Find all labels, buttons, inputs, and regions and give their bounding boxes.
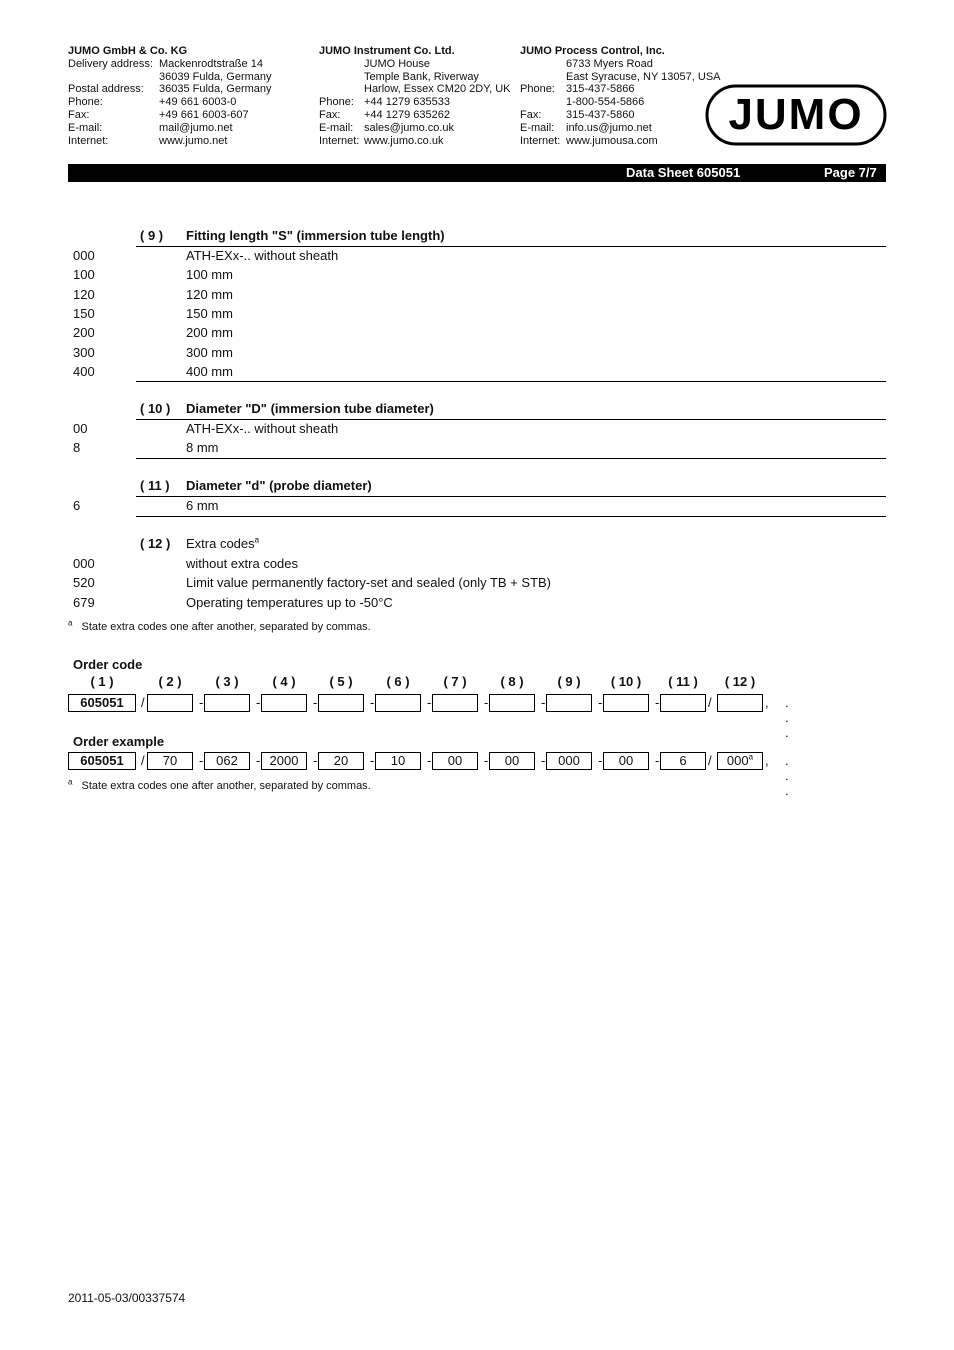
option-description: 400 mm — [186, 363, 233, 379]
order-example-field — [546, 752, 592, 770]
order-example-field — [489, 752, 535, 770]
order-example-value: 000 — [558, 753, 580, 768]
address-label: Fax: — [319, 108, 341, 121]
order-code-base-value: 605051 — [80, 695, 124, 710]
address-value: +44 1279 635262 — [364, 108, 450, 121]
datasheet-bar — [68, 164, 886, 182]
order-code-column-number: ( 12 ) — [724, 674, 756, 689]
footnote-text: State extra codes one after another, separated by commas. — [81, 780, 371, 792]
order-code-ellipsis: . . . — [785, 753, 789, 798]
option-code: 520 — [73, 575, 95, 591]
section-title-text: Diameter "d" (probe diameter) — [186, 478, 372, 493]
order-code-column-number: ( 3 ) — [215, 674, 239, 689]
order-example-value: 00 — [618, 753, 634, 768]
option-description: 8 mm — [186, 440, 219, 456]
address-label — [319, 83, 364, 96]
order-example-value: 10 — [390, 753, 406, 768]
order-example-field — [261, 752, 307, 770]
section-title-text: Extra codes — [186, 536, 255, 551]
address-row — [520, 83, 721, 96]
section-header-rule — [136, 419, 886, 420]
section-end-rule — [136, 516, 886, 517]
option-description: without extra codes — [186, 556, 299, 571]
order-code-separator: - — [313, 753, 318, 768]
address-value: info.us@jumo.net — [566, 121, 652, 134]
order-example-value: 00 — [447, 753, 463, 768]
address-row — [319, 122, 511, 135]
address-row — [68, 96, 272, 109]
address-label — [520, 71, 566, 84]
option-description: 100 mm — [186, 267, 233, 283]
order-code-ellipsis: . . . — [785, 695, 789, 740]
order-example-field — [603, 752, 649, 770]
address-label — [520, 96, 566, 109]
order-example-field — [204, 752, 250, 770]
section-header-rule — [136, 496, 886, 497]
address-row — [520, 71, 721, 84]
order-code-column-number: ( 4 ) — [272, 674, 296, 689]
address-label: Internet: — [68, 134, 109, 147]
footnote — [68, 618, 371, 633]
address-value: Harlow, Essex CM20 2DY, UK — [364, 83, 511, 96]
order-example-value: 000 — [726, 753, 749, 768]
option-description: 200 mm — [186, 325, 233, 341]
order-code-column-number: ( 5 ) — [329, 674, 353, 689]
address-label: Delivery address: — [68, 57, 153, 70]
order-example-value: 062 — [216, 753, 238, 768]
address-row — [520, 109, 721, 122]
order-code-separator: - — [655, 753, 660, 768]
order-code-separator: - — [427, 695, 432, 710]
order-code-separator: - — [256, 695, 261, 710]
order-code-separator: - — [427, 753, 432, 768]
address-value: 315-437-5860 — [566, 108, 635, 121]
address-row — [68, 83, 272, 96]
order-example-value: 6 — [679, 753, 687, 768]
option-code: 300 — [73, 344, 95, 360]
address-value: www.jumo.co.uk — [364, 134, 444, 147]
address-label: Phone: — [68, 96, 103, 109]
footnote-ref: a — [254, 535, 260, 545]
order-code-separator: - — [370, 753, 375, 768]
order-example-field — [147, 752, 193, 770]
footnote-mark: a — [68, 618, 73, 628]
order-code-base-field — [68, 694, 136, 712]
address-row — [520, 96, 721, 109]
address-row — [319, 96, 511, 109]
address-label — [319, 71, 364, 84]
order-code-separator: - — [655, 695, 660, 710]
company-jumo-uk — [319, 45, 511, 147]
order-code-separator: - — [256, 753, 261, 768]
order-code-separator: / — [141, 753, 145, 768]
document-date-code: 2011-05-03/00337574 — [68, 1291, 186, 1305]
option-code: 100 — [73, 267, 95, 283]
section-number: ( 9 ) — [140, 228, 164, 243]
address-label — [68, 71, 159, 84]
order-code-separator: / — [141, 695, 145, 710]
option-description: Limit value permanently factory-set and sealed (only TB + STB) — [186, 575, 552, 591]
order-example-value: 605051 — [80, 753, 124, 768]
address-row — [319, 109, 511, 122]
address-value: +49 661 6003-607 — [159, 108, 249, 121]
address-row — [319, 135, 511, 148]
address-label: Internet: — [319, 134, 360, 147]
option-code: 00 — [73, 421, 88, 436]
option-code: 679 — [73, 594, 95, 610]
address-value: 6733 Myers Road — [566, 57, 653, 70]
order-code-field — [660, 694, 706, 712]
address-value: 36039 Fulda, Germany — [159, 70, 272, 83]
option-code: 000 — [73, 556, 95, 571]
address-value: +49 661 6003-0 — [159, 96, 237, 109]
address-value: mail@jumo.net — [159, 121, 233, 134]
order-code-field — [261, 694, 307, 712]
section-title — [186, 228, 445, 243]
section-end-rule — [136, 458, 886, 459]
order-code-separator: - — [370, 695, 375, 710]
order-code-field — [375, 694, 421, 712]
order-example-field — [375, 752, 421, 770]
order-code-separator: , — [765, 695, 769, 710]
address-row — [520, 58, 721, 71]
company-name: JUMO GmbH & Co. KG — [68, 45, 188, 57]
option-code: 200 — [73, 325, 95, 341]
address-value: +44 1279 635533 — [364, 96, 450, 109]
order-code-separator: - — [598, 753, 603, 768]
option-description: 300 mm — [186, 344, 233, 360]
address-row — [319, 71, 511, 84]
address-value: Temple Bank, Riverway — [364, 70, 479, 83]
company-jumo-usa — [520, 45, 721, 147]
order-code-field — [204, 694, 250, 712]
order-code-separator: / — [708, 753, 712, 768]
address-label: E-mail: — [319, 121, 354, 134]
address-row — [520, 122, 721, 135]
option-description: Operating temperatures up to -50°C — [186, 594, 393, 610]
datasheet-number: Data Sheet 605051 — [626, 165, 741, 180]
order-code-separator: - — [541, 695, 546, 710]
footnote-text: State extra codes one after another, separated by commas. — [81, 621, 371, 633]
order-example-field — [660, 752, 706, 770]
section-header-rule — [136, 246, 886, 247]
address-label: Internet: — [520, 134, 561, 147]
address-label: Fax: — [520, 108, 542, 121]
company-jumo-germany — [68, 45, 272, 147]
order-code-separator: , — [765, 753, 769, 768]
address-row — [520, 135, 721, 148]
address-label: Phone: — [319, 96, 354, 109]
order-code-separator: - — [484, 753, 489, 768]
order-code-separator: - — [598, 695, 603, 710]
section-title — [186, 536, 259, 551]
address-label — [520, 58, 566, 71]
address-value: East Syracuse, NY 13057, USA — [566, 70, 721, 83]
order-code-field — [147, 694, 193, 712]
order-code-separator: - — [199, 695, 204, 710]
option-code: 400 — [73, 363, 95, 379]
option-code: 000 — [73, 248, 95, 263]
footnote-ref: a — [748, 752, 754, 762]
address-value: 36035 Fulda, Germany — [159, 83, 272, 96]
order-code-separator: - — [484, 695, 489, 710]
address-label: Postal address: — [68, 83, 144, 96]
address-row — [68, 122, 272, 135]
jumo-logo — [705, 84, 887, 146]
option-code: 8 — [73, 440, 81, 456]
order-example-field — [717, 752, 763, 770]
order-code-field — [717, 694, 763, 712]
address-label: Phone: — [520, 83, 555, 96]
option-description: ATH-EXx-.. without sheath — [186, 421, 339, 436]
address-row — [68, 58, 272, 71]
section-end-rule — [136, 381, 886, 382]
order-example-field — [68, 752, 136, 770]
order-code-field — [432, 694, 478, 712]
address-label: E-mail: — [68, 121, 103, 134]
order-code-field — [318, 694, 364, 712]
order-code-separator: / — [708, 695, 712, 710]
address-row — [68, 135, 272, 148]
page-number: Page 7/7 — [824, 165, 877, 180]
logo-text: JUMO — [728, 90, 864, 139]
order-code-label: Order code — [73, 657, 143, 672]
order-code-column-number: ( 8 ) — [500, 674, 524, 689]
order-example-label: Order example — [73, 734, 165, 749]
company-name: JUMO Instrument Co. Ltd. — [319, 45, 455, 57]
order-example-value: 2000 — [269, 753, 299, 768]
option-code: 120 — [73, 286, 95, 302]
section-title-text: Diameter "D" (immersion tube diameter) — [186, 401, 434, 416]
section-title — [186, 478, 372, 493]
section-title-text: Fitting length "S" (immersion tube length) — [186, 228, 445, 243]
option-code: 6 — [73, 498, 81, 513]
order-example-value: 20 — [333, 753, 349, 768]
order-code-column-number: ( 9 ) — [557, 674, 581, 689]
order-code-field — [489, 694, 535, 712]
option-description: 150 mm — [186, 305, 233, 321]
order-code-separator: - — [313, 695, 318, 710]
section-number: ( 12 ) — [140, 536, 171, 551]
address-value: 1-800-554-5866 — [566, 96, 645, 109]
address-row — [68, 109, 272, 122]
address-value: 315-437-5866 — [566, 83, 635, 96]
address-label: Fax: — [68, 108, 90, 121]
address-value: www.jumo.net — [159, 134, 228, 147]
order-code-column-number: ( 6 ) — [386, 674, 410, 689]
company-name: JUMO Process Control, Inc. — [520, 45, 665, 57]
section-number: ( 11 ) — [140, 478, 170, 493]
order-code-column-number: ( 7 ) — [443, 674, 467, 689]
order-example-value: 70 — [162, 753, 178, 768]
order-code-column-number: ( 1 ) — [90, 674, 114, 689]
order-code-column-number: ( 2 ) — [158, 674, 182, 689]
order-code-separator: - — [541, 753, 546, 768]
order-example-field — [318, 752, 364, 770]
address-value: Mackenrodtstraße 14 — [159, 57, 263, 70]
address-row — [319, 83, 511, 96]
order-code-column-number: ( 11 ) — [668, 674, 698, 689]
section-title — [186, 401, 434, 416]
footnote-example — [68, 777, 371, 792]
address-label — [319, 58, 364, 71]
address-value: sales@jumo.co.uk — [364, 121, 455, 134]
section-number: ( 10 ) — [140, 401, 171, 416]
address-row — [319, 58, 511, 71]
option-description: ATH-EXx-.. without sheath — [186, 248, 339, 263]
address-value: www.jumousa.com — [566, 134, 658, 147]
order-code-separator: - — [199, 753, 204, 768]
footnote-mark: a — [68, 777, 73, 787]
order-example-value: 00 — [504, 753, 520, 768]
order-code-field — [546, 694, 592, 712]
order-code-column-number: ( 10 ) — [610, 674, 642, 689]
address-row — [68, 71, 272, 84]
address-label: E-mail: — [520, 121, 555, 134]
option-description: 120 mm — [186, 286, 233, 302]
order-code-field — [603, 694, 649, 712]
address-value: JUMO House — [364, 57, 431, 70]
order-example-field — [432, 752, 478, 770]
option-code: 150 — [73, 305, 95, 321]
option-description: 6 mm — [186, 498, 219, 513]
